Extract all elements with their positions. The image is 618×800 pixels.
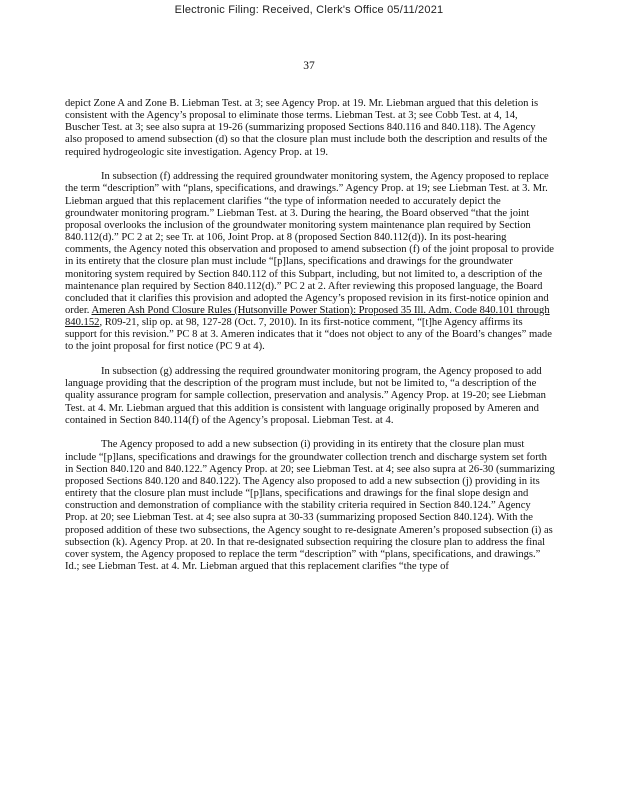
case-citation: Ameren Ash Pond Closure Rules (Hutsonville Power Station): Proposed 35 Ill. Adm. Code 840.101 through 840.152: [65, 305, 550, 329]
page-number: 37: [303, 60, 315, 72]
paragraph-2-text-before: In subsection (f) addressing the required groundwater monitoring system, the Agency proposed to replace the term “description” with “plans, specifications, and drawings.” Agency Prop. at 19; see Liebman Test. at 3. Mr. Liebman argued that this replacement clarifies “the type of information needed to accurately depict the groundwater monitoring program.” Liebman Test. at 3. During the hearing, the Board observed “that the joint proposal overlooks the inclusion of the groundwater monitoring system maintenance plan required by Section 840.112(d).” PC 2 at 2; see Tr. at 106, Joint Prop. at 8 (proposed Section 840.112(d)). In its post-hearing comments, the Agency noted this observation and proposed to amend subsection (f) of the joint proposal to provide in its entirety that the closure plan must include “[p]lans, specifications and drawings for the groundwater monitoring system required by Section 840.112 of this Subpart, including, but not limited to, a description of the maintenance plan required by Section 840.112(d).” PC 2 at 2. After reviewing this proposed language, the Board concluded that it clarifies this provision and adopted the Agency’s proposed revision in its first-notice opinion and order.: [65, 171, 554, 316]
paragraph-3: In subsection (g) addressing the required groundwater monitoring program, the Agency proposed to add language providing that the description of the program must include, but not be limited to, “a description of the quality assurance program for sample collection, preservation and analysis.” Agency Prop. at 19-20; see Liebman Test. at 4. Mr. Liebman argued that this addition is consistent with language originally proposed by Ameren and contained in Section 840.114(f) of the Agency’s proposal. Liebman Test. at 4.: [65, 366, 546, 426]
paragraph-2: [65, 171, 555, 353]
paragraph-1: depict Zone A and Zone B. Liebman Test. at 3; see Agency Prop. at 19. Mr. Liebman argued that this deletion is consistent with the Agency’s proposal to eliminate those terms. Liebman Test. at 3; see Cobb Test. at 4, 14, Buscher Test. at 3; see also supra at 19-26 (summarizing proposed Sections 840.116 and 840.118). The Agency also proposed to amend subsection (d) so that the closure plan must include both the description and results of the required hydrogeologic site investigation. Agency Prop. at 19.: [65, 98, 548, 158]
paragraph-4: The Agency proposed to add a new subsection (i) providing in its entirety that the closure plan must include “[p]lans, specifications and drawings for the groundwater collection trench and discharge system set forth in Section 840.120 and 840.122.” Agency Prop. at 20; see Liebman Test. at 4; see also supra at 26-30 (summarizing proposed Sections 840.120 and 840.122). The Agency also proposed to add a new subsection (j) providing in its entirety that the closure plan must include “[p]lans, specifications and drawings for the final slope design and construction and demonstration of compliance with the stability criteria required in Section 840.124.” Agency Prop. at 20; see Liebman Test. at 4; see also supra at 30-33 (summarizing proposed Section 840.124). With the proposed addition of these two subsections, the Agency sought to re-designate Ameren’s proposed subsection (i) as subsection (k). Agency Prop. at 20. In that re-designated subsection requiring the closure plan to address the final cover system, the Agency proposed to replace the term “description” with “plans, specifications, and drawings.” Id.; see Liebman Test. at 4. Mr. Liebman argued that this replacement clarifies “the type of: [65, 439, 555, 572]
document-body: [65, 98, 555, 586]
paragraph-2-text-after: , R09-21, slip op. at 98, 127-28 (Oct. 7, 2010). In its first-notice comment, “[t]he Agency affirms its support for this revision.” PC 8 at 3. Ameren indicates that it “does not object to any of the Board’s changes” made to the joint proposal for first notice (PC 9 at 4).: [65, 317, 552, 353]
filing-stamp: Electronic Filing: Received, Clerk's Office 05/11/2021: [174, 4, 444, 16]
